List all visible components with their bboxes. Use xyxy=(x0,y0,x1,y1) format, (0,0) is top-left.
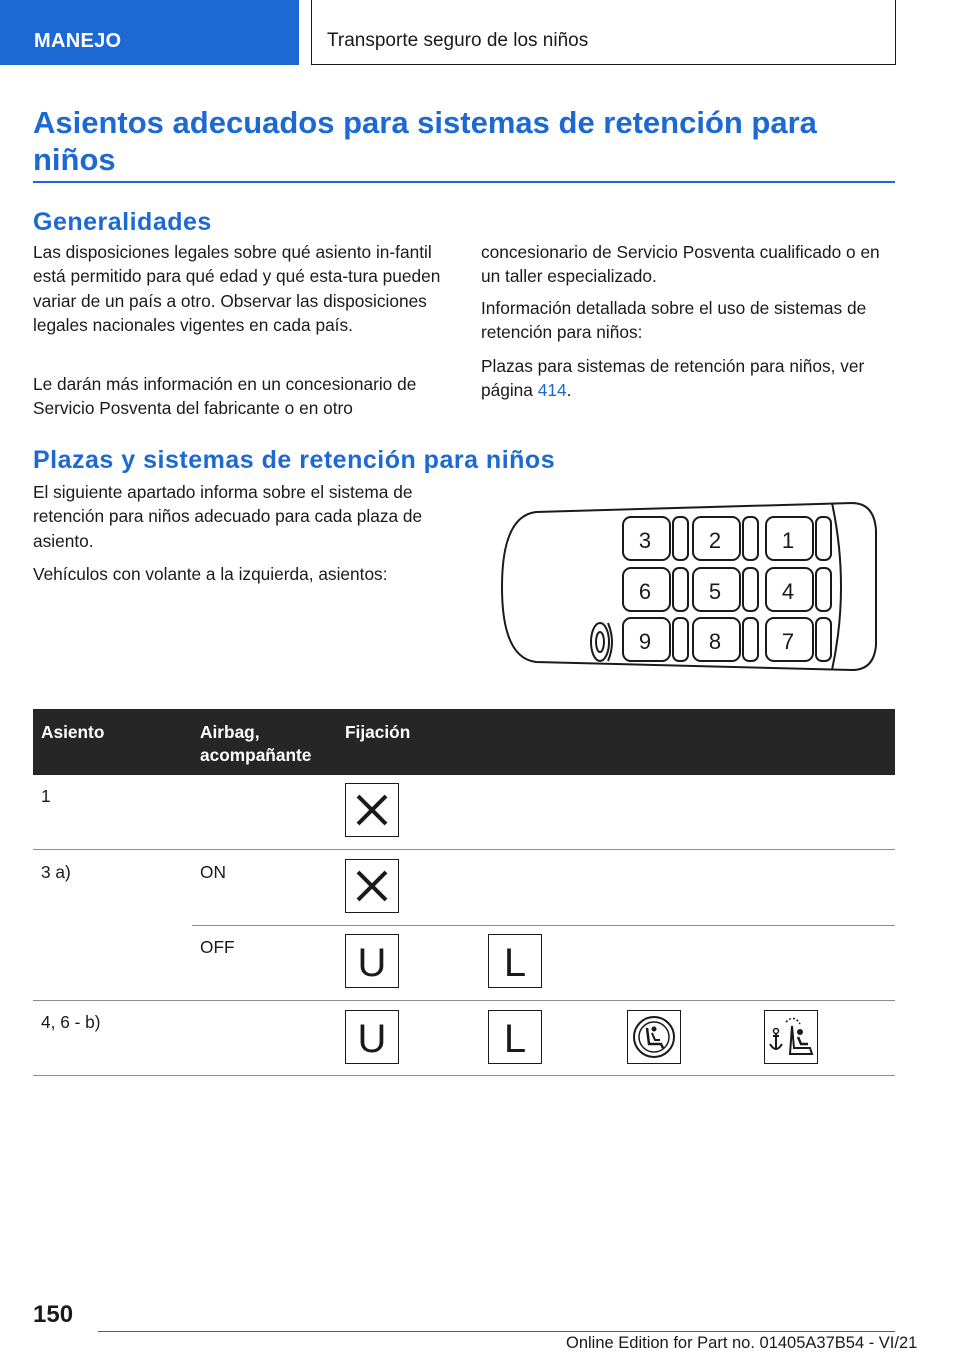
seat-layout-diagram xyxy=(496,500,883,673)
seat-6 xyxy=(623,568,688,611)
not-suitable-icon xyxy=(345,783,399,837)
seat-9 xyxy=(623,618,688,661)
chapter-title: Transporte seguro de los niños xyxy=(327,30,589,51)
general-right-p2: Información detallada sobre el uso de sistemas de retención para niños: xyxy=(481,298,867,343)
seat-8 xyxy=(693,618,758,661)
universal-icon xyxy=(345,1010,399,1064)
general-right-p3-end: . xyxy=(566,380,572,401)
edition-footer: Online Edition for Part no. 01405A37B54 - VI/21 xyxy=(566,1334,918,1352)
seat-7 xyxy=(766,618,831,661)
seat-2 xyxy=(693,517,758,560)
header-airbag xyxy=(200,721,311,767)
seat-number: 3 xyxy=(638,528,652,553)
plazas-heading: Plazas y sistemas de retención para niños xyxy=(33,446,556,474)
chapter-header xyxy=(311,0,896,65)
seat-4 xyxy=(766,568,831,611)
limited-icon xyxy=(488,1010,542,1064)
seat-number: 6 xyxy=(638,579,652,604)
row4-seat: 4, 6 - b) xyxy=(41,1012,101,1032)
general-left-p1: Las disposiciones legales sobre qué asiento in-fantil está permitido para qué edad y qué esta-tura pueden variar de un país a otro. Observar las disposiciones legales nacionales vigentes en cada país. xyxy=(33,242,441,335)
seat-number: 2 xyxy=(708,528,722,553)
row3-airbag: OFF xyxy=(200,937,235,957)
universal-icon xyxy=(345,934,399,988)
seat-3 xyxy=(623,517,688,560)
general-right-p1: concesionario de Servicio Posventa cualificado o en un taller especializado. xyxy=(481,242,880,287)
seat-number: 5 xyxy=(708,579,722,604)
seat-number: 9 xyxy=(638,629,652,654)
isofix-icon xyxy=(764,1010,818,1064)
row2-seat: 3 a) xyxy=(41,862,71,882)
row-divider xyxy=(33,1000,895,1001)
row1-seat: 1 xyxy=(41,786,51,806)
page-title: Asientos adecuados para sistemas de retención para niños xyxy=(33,105,817,177)
header-airbag-line1: Airbag, xyxy=(200,722,260,742)
row-divider xyxy=(192,925,895,926)
limited-letter: L xyxy=(503,941,527,985)
general-right-p3-text: Plazas para sistemas de retención para niños, ver página xyxy=(481,356,865,401)
section-tab xyxy=(0,0,299,65)
i-size-icon xyxy=(627,1010,681,1064)
seat-number: 4 xyxy=(781,579,795,604)
header-airbag-line2: acompañante xyxy=(200,745,312,765)
seat-number: 8 xyxy=(708,629,722,654)
footer-divider xyxy=(98,1331,895,1332)
row-divider xyxy=(33,1075,895,1076)
seat-grid xyxy=(623,517,831,661)
universal-letter: U xyxy=(357,941,387,985)
steering-wheel-icon xyxy=(591,623,612,661)
table-header xyxy=(33,709,895,775)
title-divider xyxy=(33,181,895,183)
general-left-p2: Le darán más información en un concesionario de Servicio Posventa del fabricante o en otro xyxy=(33,374,417,419)
header-seat: Asiento xyxy=(41,722,105,742)
general-right-p3 xyxy=(481,354,897,403)
plazas-p1: El siguiente apartado informa sobre el sistema de retención para niños adecuado para cada plaza de asiento. xyxy=(33,482,423,551)
seat-number: 1 xyxy=(781,528,795,553)
universal-letter: U xyxy=(357,1017,387,1061)
page-number: 150 xyxy=(33,1301,74,1328)
row-divider xyxy=(33,849,895,850)
limited-icon xyxy=(488,934,542,988)
row2-airbag: ON xyxy=(200,862,226,882)
not-suitable-icon xyxy=(345,859,399,913)
section-title: MANEJO xyxy=(34,30,122,52)
header-fixation: Fijación xyxy=(345,722,411,742)
limited-letter: L xyxy=(503,1017,527,1061)
plazas-p2: Vehículos con volante a la izquierda, asientos: xyxy=(33,564,388,584)
seat-number: 7 xyxy=(781,629,795,654)
seat-1 xyxy=(766,517,831,560)
seat-5 xyxy=(693,568,758,611)
general-heading: Generalidades xyxy=(33,208,212,236)
page-link[interactable]: 414 xyxy=(537,380,567,401)
